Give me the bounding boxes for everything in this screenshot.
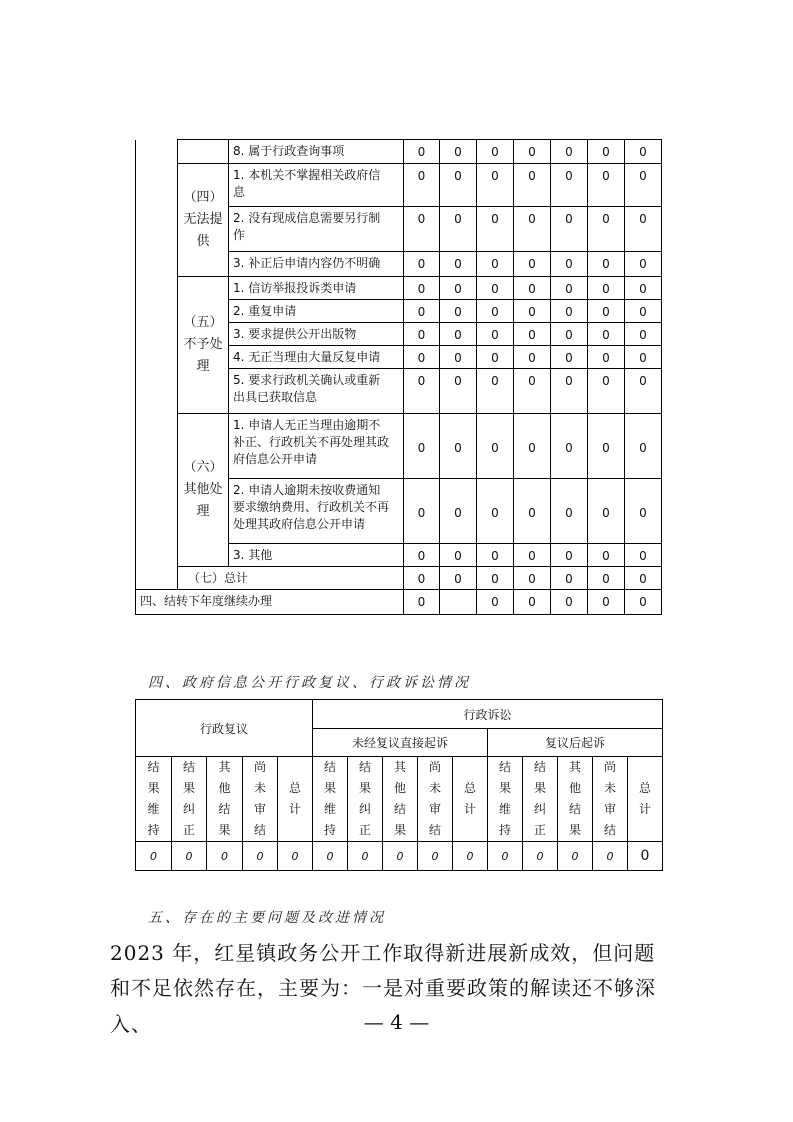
value-cell: 0 bbox=[404, 590, 440, 615]
value-cell: 0 bbox=[551, 479, 588, 544]
value-cell: 0 bbox=[551, 567, 588, 590]
blank-cell bbox=[178, 140, 229, 164]
value-cell: 0 bbox=[551, 252, 588, 277]
value-cell: 0 bbox=[625, 567, 662, 590]
header-char: 维 bbox=[498, 802, 511, 816]
item-label bbox=[229, 346, 404, 369]
item-label bbox=[229, 207, 404, 252]
value-cell: 0 bbox=[440, 567, 477, 590]
value-cell: 0 bbox=[207, 842, 243, 871]
header-char: 未 bbox=[253, 781, 266, 795]
header-char: 审 bbox=[428, 802, 441, 816]
item-line: 2. 重复申请 bbox=[233, 304, 297, 318]
header-char: 未 bbox=[603, 781, 616, 795]
header-char: 纠 bbox=[358, 802, 371, 816]
header-char: 审 bbox=[253, 802, 266, 816]
value-cell: 0 bbox=[588, 323, 625, 346]
value-cell: 0 bbox=[477, 252, 514, 277]
item-line: 息 bbox=[233, 185, 246, 199]
item-line: 5. 要求行政机关确认或重新 bbox=[233, 373, 381, 387]
paragraph-line-1: 2023 年，红星镇政务公开工作取得新进展新成效，但问题 bbox=[110, 941, 656, 965]
header-char: 其 bbox=[568, 760, 581, 774]
value-cell: 0 bbox=[404, 544, 440, 567]
value-cell: 0 bbox=[477, 567, 514, 590]
item-line: 3. 要求提供公开出版物 bbox=[233, 327, 357, 341]
header-char: 纠 bbox=[182, 802, 195, 816]
table1-body bbox=[136, 140, 662, 615]
value-cell: 0 bbox=[404, 252, 440, 277]
value-cell: 0 bbox=[514, 544, 551, 567]
section4-heading: 四、政府信息公开行政复议、行政诉讼情况 bbox=[148, 675, 471, 691]
column-header bbox=[278, 757, 313, 842]
value-cell: 0 bbox=[514, 252, 551, 277]
category-line: （五） bbox=[183, 315, 223, 330]
value-cell: 0 bbox=[136, 842, 172, 871]
header-char: 正 bbox=[182, 823, 195, 837]
disclosure-results-table bbox=[135, 139, 662, 615]
header-char: 他 bbox=[393, 781, 406, 795]
item-label: 8. 属于行政查询事项 bbox=[229, 140, 404, 164]
blank-cell bbox=[136, 414, 178, 567]
value-cell: 0 bbox=[477, 207, 514, 252]
value-cell: 0 bbox=[514, 300, 551, 323]
value-cell: 0 bbox=[404, 140, 440, 164]
item-line: 1. 本机关不掌握相关政府信 bbox=[233, 168, 381, 182]
item-label bbox=[229, 164, 404, 207]
column-header bbox=[488, 757, 523, 842]
value-cell: 0 bbox=[588, 544, 625, 567]
header-char: 审 bbox=[603, 802, 616, 816]
value-cell: 0 bbox=[383, 842, 418, 871]
value-cell: 0 bbox=[172, 842, 207, 871]
column-header bbox=[418, 757, 453, 842]
value-cell: 0 bbox=[625, 346, 662, 369]
header-char: 结 bbox=[323, 760, 336, 774]
header-char: 结 bbox=[182, 760, 195, 774]
header-char: 其 bbox=[218, 760, 231, 774]
header-char: 结 bbox=[428, 823, 441, 837]
header-char: 正 bbox=[358, 823, 371, 837]
item-label bbox=[229, 369, 404, 414]
value-cell: 0 bbox=[404, 414, 440, 479]
table-row bbox=[136, 277, 662, 300]
value-cell: 0 bbox=[514, 140, 551, 164]
column-header bbox=[348, 757, 383, 842]
category-label bbox=[178, 277, 229, 414]
admin-litigation-header: 行政诉讼 bbox=[313, 700, 663, 729]
value-cell: 0 bbox=[588, 590, 625, 615]
header-char: 果 bbox=[568, 823, 581, 837]
column-header bbox=[136, 757, 172, 842]
value-cell: 0 bbox=[440, 140, 477, 164]
value-cell: 0 bbox=[440, 479, 477, 544]
category-line: （六） bbox=[183, 460, 223, 475]
table-row bbox=[136, 590, 662, 615]
value-cell: 0 bbox=[625, 323, 662, 346]
item-line: 1. 信访举报投诉类申请 bbox=[233, 281, 357, 295]
category-line: 供 bbox=[196, 234, 210, 249]
table-row bbox=[136, 842, 663, 871]
item-line: 府信息公开申请 bbox=[233, 452, 318, 466]
header-char: 果 bbox=[218, 823, 231, 837]
column-header bbox=[523, 757, 558, 842]
header-char: 持 bbox=[147, 823, 160, 837]
column-header bbox=[453, 757, 488, 842]
table-row bbox=[136, 140, 662, 164]
header-char: 正 bbox=[533, 823, 546, 837]
value-cell: 0 bbox=[404, 300, 440, 323]
value-cell: 0 bbox=[477, 140, 514, 164]
value-cell: 0 bbox=[404, 567, 440, 590]
header-char: 计 bbox=[638, 802, 651, 816]
category-label bbox=[178, 414, 229, 567]
value-cell: 0 bbox=[628, 842, 663, 871]
value-cell: 0 bbox=[243, 842, 278, 871]
value-cell: 0 bbox=[514, 164, 551, 207]
value-cell: 0 bbox=[488, 842, 523, 871]
value-cell: 0 bbox=[278, 842, 313, 871]
value-cell: 0 bbox=[404, 369, 440, 414]
value-cell: 0 bbox=[477, 590, 514, 615]
value-cell: 0 bbox=[558, 842, 593, 871]
header-char: 尚 bbox=[603, 760, 616, 774]
column-header bbox=[207, 757, 243, 842]
header-char: 维 bbox=[147, 802, 160, 816]
header-char: 总 bbox=[463, 781, 476, 795]
value-cell: 0 bbox=[625, 369, 662, 414]
value-cell: 0 bbox=[477, 164, 514, 207]
value-cell: 0 bbox=[514, 323, 551, 346]
table-row bbox=[136, 567, 662, 590]
item-label bbox=[229, 300, 404, 323]
header-char: 持 bbox=[498, 823, 511, 837]
category-line: 理 bbox=[196, 359, 210, 374]
header-char: 维 bbox=[323, 802, 336, 816]
value-cell: 0 bbox=[477, 544, 514, 567]
header-char: 结 bbox=[568, 802, 581, 816]
header-char: 结 bbox=[393, 802, 406, 816]
header-char: 果 bbox=[323, 781, 336, 795]
value-cell: 0 bbox=[551, 323, 588, 346]
header-char: 果 bbox=[498, 781, 511, 795]
value-cell: 0 bbox=[551, 140, 588, 164]
column-header bbox=[243, 757, 278, 842]
value-cell: 0 bbox=[625, 300, 662, 323]
value-cell: 0 bbox=[404, 207, 440, 252]
value-cell: 0 bbox=[440, 164, 477, 207]
value-cell: 0 bbox=[625, 252, 662, 277]
value-cell: 0 bbox=[588, 479, 625, 544]
header-char: 尚 bbox=[253, 760, 266, 774]
value-cell: 0 bbox=[625, 140, 662, 164]
value-cell: 0 bbox=[514, 369, 551, 414]
section5-heading: 五、存在的主要问题及改进情况 bbox=[148, 910, 386, 926]
value-cell: 0 bbox=[625, 207, 662, 252]
item-label bbox=[229, 277, 404, 300]
value-cell: 0 bbox=[523, 842, 558, 871]
value-cell: 0 bbox=[514, 567, 551, 590]
value-cell: 0 bbox=[551, 369, 588, 414]
item-label bbox=[229, 544, 404, 567]
value-cell: 0 bbox=[477, 369, 514, 414]
value-cell: 0 bbox=[551, 207, 588, 252]
total-label: （七）总计 bbox=[178, 567, 404, 590]
category-line: 理 bbox=[196, 504, 210, 519]
value-cell: 0 bbox=[514, 414, 551, 479]
value-cell: 0 bbox=[588, 164, 625, 207]
column-header bbox=[593, 757, 628, 842]
header-char: 未 bbox=[428, 781, 441, 795]
item-label bbox=[229, 414, 404, 479]
value-cell: 0 bbox=[551, 544, 588, 567]
item-line: 4. 无正当理由大量反复申请 bbox=[233, 350, 381, 364]
value-cell: 0 bbox=[625, 479, 662, 544]
value-cell: 0 bbox=[440, 346, 477, 369]
value-cell: 0 bbox=[514, 479, 551, 544]
column-header bbox=[558, 757, 593, 842]
item-line: 2. 申请人逾期未按收费通知 bbox=[233, 483, 381, 497]
header-char: 计 bbox=[463, 802, 476, 816]
header-char: 他 bbox=[568, 781, 581, 795]
table-row bbox=[136, 414, 662, 479]
header-char: 结 bbox=[147, 760, 160, 774]
header-char: 持 bbox=[323, 823, 336, 837]
column-header bbox=[172, 757, 207, 842]
value-cell: 0 bbox=[551, 277, 588, 300]
item-line: 3. 补正后申请内容仍不明确 bbox=[233, 256, 381, 270]
review-litigation-table bbox=[135, 699, 663, 871]
value-cell: 0 bbox=[313, 842, 348, 871]
value-cell: 0 bbox=[588, 207, 625, 252]
value-cell: 0 bbox=[440, 300, 477, 323]
item-line: 补正、行政机关不再处理其政 bbox=[233, 435, 390, 449]
value-cell: 0 bbox=[588, 414, 625, 479]
value-cell: 0 bbox=[453, 842, 488, 871]
value-cell: 0 bbox=[348, 842, 383, 871]
value-cell: 0 bbox=[404, 346, 440, 369]
blank-cell bbox=[136, 277, 178, 414]
item-label bbox=[229, 479, 404, 544]
header-char: 结 bbox=[218, 802, 231, 816]
header-char: 果 bbox=[533, 781, 546, 795]
value-cell: 0 bbox=[514, 346, 551, 369]
item-line: 处理其政府信息公开申请 bbox=[233, 517, 366, 531]
column-header bbox=[383, 757, 418, 842]
value-cell: 0 bbox=[625, 590, 662, 615]
header-char: 纠 bbox=[533, 802, 546, 816]
value-cell: 0 bbox=[551, 300, 588, 323]
blank-cell bbox=[136, 567, 178, 590]
category-line: 其他处 bbox=[183, 482, 223, 497]
header-char: 果 bbox=[393, 823, 406, 837]
header-char: 总 bbox=[638, 781, 651, 795]
value-cell: 0 bbox=[588, 567, 625, 590]
value-cell: 0 bbox=[625, 544, 662, 567]
header-char: 结 bbox=[253, 823, 266, 837]
value-cell: 0 bbox=[477, 300, 514, 323]
value-cell: 0 bbox=[477, 277, 514, 300]
column-header bbox=[628, 757, 663, 842]
value-cell: 0 bbox=[477, 323, 514, 346]
header-char: 结 bbox=[603, 823, 616, 837]
item-label bbox=[229, 252, 404, 277]
header-char: 果 bbox=[358, 781, 371, 795]
item-line: 1. 申请人无正当理由逾期不 bbox=[233, 418, 381, 432]
item-line: 要求缴纳费用、行政机关不再 bbox=[233, 500, 390, 514]
header-char: 结 bbox=[533, 760, 546, 774]
value-cell: 0 bbox=[477, 414, 514, 479]
header-char: 尚 bbox=[428, 760, 441, 774]
table-row bbox=[136, 164, 662, 207]
value-cell: 0 bbox=[625, 414, 662, 479]
header-char: 总 bbox=[288, 781, 301, 795]
value-cell: 0 bbox=[440, 544, 477, 567]
value-cell: 0 bbox=[440, 252, 477, 277]
value-cell: 0 bbox=[588, 140, 625, 164]
column-header bbox=[313, 757, 348, 842]
value-cell: 0 bbox=[404, 323, 440, 346]
category-line: 不予处 bbox=[183, 337, 223, 352]
paragraph-line-2: 和不足依然存在，主要为：一是对重要政策的解读还不够深入、 bbox=[110, 976, 656, 1036]
header-char: 计 bbox=[288, 802, 301, 816]
header-char: 他 bbox=[218, 781, 231, 795]
header-char: 果 bbox=[147, 781, 160, 795]
blank-cell bbox=[136, 164, 178, 277]
value-cell: 0 bbox=[440, 323, 477, 346]
table-row bbox=[136, 700, 663, 729]
value-cell: 0 bbox=[440, 369, 477, 414]
item-line: 3. 其他 bbox=[233, 548, 273, 562]
value-cell: 0 bbox=[440, 414, 477, 479]
value-cell bbox=[440, 590, 477, 615]
header-char: 果 bbox=[182, 781, 195, 795]
value-cell: 0 bbox=[625, 277, 662, 300]
value-cell: 0 bbox=[588, 346, 625, 369]
category-label bbox=[178, 164, 229, 277]
value-cell: 0 bbox=[588, 252, 625, 277]
header-char: 结 bbox=[358, 760, 371, 774]
value-cell: 0 bbox=[418, 842, 453, 871]
value-cell: 0 bbox=[588, 300, 625, 323]
blank-cell bbox=[136, 140, 178, 164]
value-cell: 0 bbox=[625, 164, 662, 207]
value-cell: 0 bbox=[588, 277, 625, 300]
value-cell: 0 bbox=[440, 277, 477, 300]
carry-label: 四、结转下年度继续办理 bbox=[136, 590, 404, 615]
item-line: 2. 没有现成信息需要另行制 bbox=[233, 211, 381, 225]
value-cell: 0 bbox=[551, 414, 588, 479]
admin-review-header: 行政复议 bbox=[136, 700, 313, 757]
item-line: 出具已获取信息 bbox=[233, 390, 318, 404]
value-cell: 0 bbox=[514, 277, 551, 300]
header-char: 其 bbox=[393, 760, 406, 774]
value-cell: 0 bbox=[551, 346, 588, 369]
value-cell: 0 bbox=[404, 277, 440, 300]
value-cell: 0 bbox=[440, 207, 477, 252]
value-cell: 0 bbox=[551, 590, 588, 615]
item-line: 作 bbox=[233, 228, 246, 242]
value-cell: 0 bbox=[477, 346, 514, 369]
page-number: — 4 — bbox=[363, 1010, 430, 1034]
value-cell: 0 bbox=[404, 479, 440, 544]
direct-suit-header: 未经复议直接起诉 bbox=[313, 729, 488, 757]
item-label bbox=[229, 323, 404, 346]
value-cell: 0 bbox=[514, 207, 551, 252]
table2-body bbox=[136, 700, 663, 871]
value-cell: 0 bbox=[588, 369, 625, 414]
value-cell: 0 bbox=[477, 479, 514, 544]
value-cell: 0 bbox=[514, 590, 551, 615]
after-review-header: 复议后起诉 bbox=[488, 729, 663, 757]
value-cell: 0 bbox=[551, 164, 588, 207]
header-char: 结 bbox=[498, 760, 511, 774]
category-line: 无法提 bbox=[183, 212, 223, 227]
value-cell: 0 bbox=[404, 164, 440, 207]
table-row bbox=[136, 757, 663, 842]
category-line: （四） bbox=[183, 190, 223, 205]
value-cell: 0 bbox=[593, 842, 628, 871]
